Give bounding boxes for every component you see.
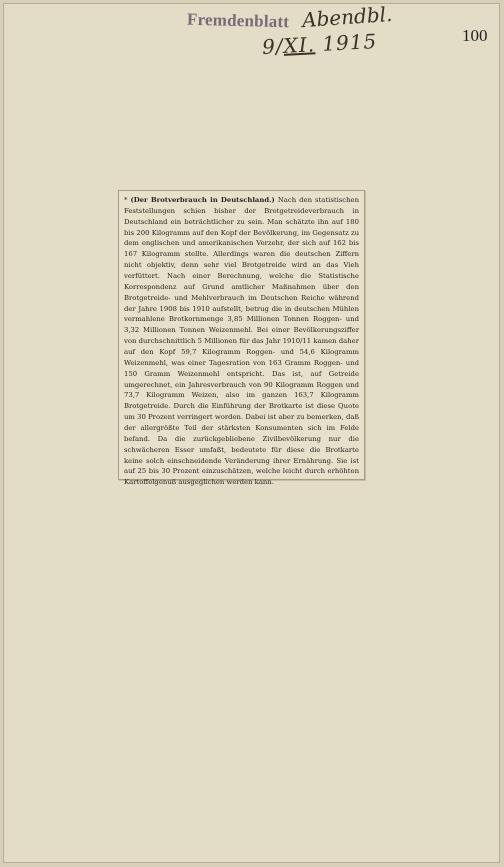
document-page	[3, 3, 500, 863]
newspaper-stamp: Fremdenblatt	[186, 9, 290, 32]
page-number: 100	[462, 26, 488, 45]
handwritten-date-year: 1915	[314, 29, 378, 57]
article-lead-mark: *	[124, 196, 128, 204]
handwritten-date-month: XI.	[282, 32, 316, 58]
article-headline: (Der Brotverbrauch in Deutschland.)	[130, 196, 275, 204]
handwritten-date	[261, 29, 377, 59]
article-text	[124, 195, 359, 488]
newspaper-clipping	[118, 190, 365, 487]
handwritten-edition-note: Abendbl.	[301, 1, 394, 33]
article-body: Nach den statistischen Feststellungen schien bisher der Brotgetreideverbrauch in Deutschland ein beträchtlicher zu sein. Man schätzte ihn auf 180 bis 200 Kilogramm auf den Kopf der Bevölkerung, im Gegensatz zu dem englischen und amerikanischen Verzehr, der sich auf 162 bis 167 Kilogramm stellte. Allerdings waren die deutschen Ziffern nicht objektiv, denn sehr viel Brotgetreide wird an das Vieh verfüttert. Nach einer Berechnung, welche die Statistische Korrespondenz auf Grund amtlicher Maßnahmen über den Brotgetreide- und Mehlverbrauch im Deutschen Reiche während der Jahre 1908 bis 1910 aufstellt, betrug die in deutschen Mühlen vermahlene Brotkornmenge 3,85 Millionen Tonnen Roggen- und 3,32 Millionen Tonnen Weizenmehl. Bei einer Bevölkerungsziffer von durchschnittlich 5 Millionen für das Jahr 1910/11 kamen daher auf den Kopf 59,7 Kilogramm Roggen- und 54,6 Kilogramm Weizenmehl, was einer Tagesration von 163 Gramm Roggen- und 150 Gramm Weizenmehl entspricht. Das ist, auf Getreide umgerechnet, ein Jahresverbrauch von 90 Kilogramm Roggen und 73,7 Kilogramm Weizen, also im ganzen 163,7 Kilogramm Brotgetreide. Durch die Einführung der Brotkarte ist diese Quote um 30 Prozent verringert worden. Dabei ist aber zu bemerken, daß der allergrößte Teil der stärksten Konsumenten sich im Felde befand. Da die zurückgebliebene Zivilbevölkerung nur die schwächeren Esser umfaßt, bedeutete für diese die Brotkarte keine solch einschneidende Veränderung ihrer Ernährung. Sie ist auf 25 bis 30 Prozent einzuschätzen, welche leicht durch erhöhten Kartoffelgenuß ausgeglichen werden kann.	[124, 196, 359, 487]
handwritten-date-day: 9/	[261, 33, 285, 59]
